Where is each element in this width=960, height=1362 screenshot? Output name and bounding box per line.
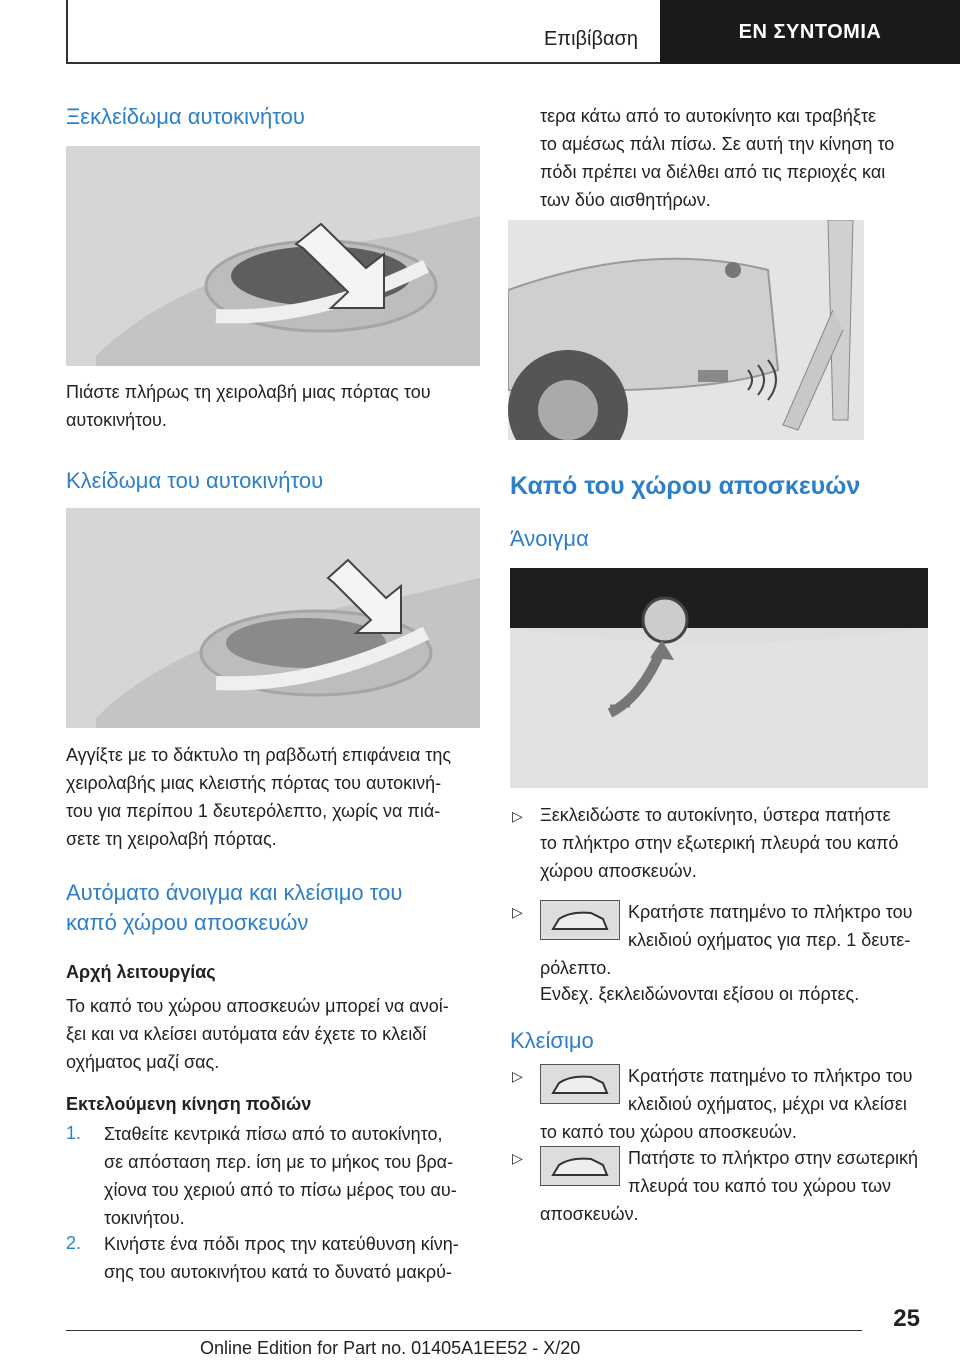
bullet-icon: ▷ (512, 808, 523, 824)
step-1-line-3: χίονα του χεριού από το πίσω μέρος του αυ- (104, 1180, 457, 1200)
step-number-1: 1. (66, 1123, 82, 1143)
bullet-4-line-2: πλευρά του καπό του χώρου των (628, 1176, 891, 1196)
heading-auto-2: καπό χώρου αποσκευών (66, 910, 309, 935)
figure-trunk-button (510, 568, 928, 788)
para-lock-1: Αγγίξτε με το δάκτυλο τη ραβδωτή επιφάνεια της (66, 745, 452, 765)
para-unlock-2: αυτοκινήτου. (66, 410, 167, 430)
para-lock-2: χειρολαβής μιας κλειστής πόρτας του αυτοκινή- (66, 773, 442, 793)
para-cont-1: τερα κάτω από το αυτοκίνητο και τραβήξτε (540, 106, 877, 126)
step-number-2: 2. (66, 1233, 82, 1253)
car-key-trunk-icon (540, 1064, 620, 1104)
header-divider (66, 0, 68, 64)
chapter-tab[interactable]: EN ΣΥΝΤΟΜΙΑ (660, 0, 960, 64)
para-cont-3: πόδι πρέπει να διέλθει από τις περιοχές και (540, 162, 886, 182)
bullet-1-line-1: Ξεκλειδώστε το αυτοκίνητο, ύστερα πατήστε (540, 805, 891, 825)
bullet-icon: ▷ (512, 904, 523, 920)
trunk-inner-button-icon (540, 1146, 620, 1186)
bullet-1-line-3: χώρου αποσκευών. (540, 861, 697, 881)
bullet-3-line-3: το καπό του χώρου αποσκευών. (540, 1122, 797, 1142)
figure-door-handle-lock (66, 508, 480, 728)
bullet-1-line-2: το πλήκτρο στην εξωτερική πλευρά του καπό (540, 833, 899, 853)
heading-unlock: Ξεκλείδωμα αυτοκινήτου (66, 104, 305, 129)
edition-footer: Online Edition for Part no. 01405A1EE52 - X/20 (200, 1338, 581, 1358)
para-principle-2: ξει και να κλείσει αυτόματα εάν έχετε το κλειδί (66, 1024, 427, 1044)
heading-motion: Εκτελούμενη κίνηση ποδιών (66, 1094, 312, 1114)
section-title: Επιβίβαση (543, 28, 638, 50)
step-2-line-2: σης του αυτοκινήτου κατά το δυνατό μακρύ- (104, 1262, 452, 1282)
heading-open: Άνοιγμα (510, 526, 589, 551)
heading-lock: Κλείδωμα του αυτοκινήτου (66, 468, 324, 493)
step-1-line-2: σε απόσταση περ. ίση με το μήκος του βρα- (104, 1152, 454, 1172)
para-cont-2: το αμέσως πάλι πίσω. Σε αυτή την κίνηση το (540, 134, 895, 154)
heading-close: Κλείσιμο (510, 1028, 594, 1053)
figure-foot-motion (508, 220, 864, 440)
footer-rule (66, 1330, 862, 1331)
bullet-3-line-1: Κρατήστε πατημένο το πλήκτρο του (628, 1066, 913, 1086)
car-key-trunk-icon (540, 900, 620, 940)
bullet-2-line-2: κλειδιού οχήματος για περ. 1 δευτε- (628, 930, 911, 950)
bullet-2-line-3: ρόλεπτο. (540, 958, 612, 978)
bullet-icon: ▷ (512, 1068, 523, 1084)
heading-trunk: Καπό του χώρου αποσκευών (510, 472, 861, 500)
bullet-3-line-2: κλειδιού οχήματος, μέχρι να κλείσει (628, 1094, 907, 1114)
bullet-4-line-1: Πατήστε το πλήκτρο στην εσωτερική (628, 1148, 918, 1168)
para-lock-3: του για περίπου 1 δευτερόλεπτο, χωρίς να πιά- (66, 801, 441, 821)
page-number: 25 (893, 1305, 920, 1332)
step-1-line-4: τοκινήτου. (104, 1208, 185, 1228)
para-cont-4: των δύο αισθητήρων. (540, 190, 711, 210)
para-principle-1: Το καπό του χώρου αποσκευών μπορεί να ανοί- (66, 996, 449, 1016)
para-unlock-1: Πιάστε πλήρως τη χειρολαβή μιας πόρτας του (66, 382, 431, 402)
step-2-line-1: Κινήστε ένα πόδι προς την κατεύθυνση κίνη- (104, 1234, 459, 1254)
bullet-2-line-1: Κρατήστε πατημένο το πλήκτρο του (628, 902, 913, 922)
bullet-icon: ▷ (512, 1150, 523, 1166)
bullet-4-line-3: αποσκευών. (540, 1204, 639, 1224)
para-lock-4: σετε τη χειρολαβή πόρτας. (66, 829, 277, 849)
step-1-line-1: Σταθείτε κεντρικά πίσω από το αυτοκίνητο, (104, 1124, 443, 1144)
bullet-2-note: Ενδεχ. ξεκλειδώνονται εξίσου οι πόρτες. (540, 984, 860, 1004)
para-principle-3: οχήματος μαζί σας. (66, 1052, 220, 1072)
figure-door-handle-unlock (66, 146, 480, 366)
heading-principle: Αρχή λειτουργίας (66, 962, 216, 982)
heading-auto-1: Αυτόματο άνοιγμα και κλείσιμο του (66, 880, 403, 905)
